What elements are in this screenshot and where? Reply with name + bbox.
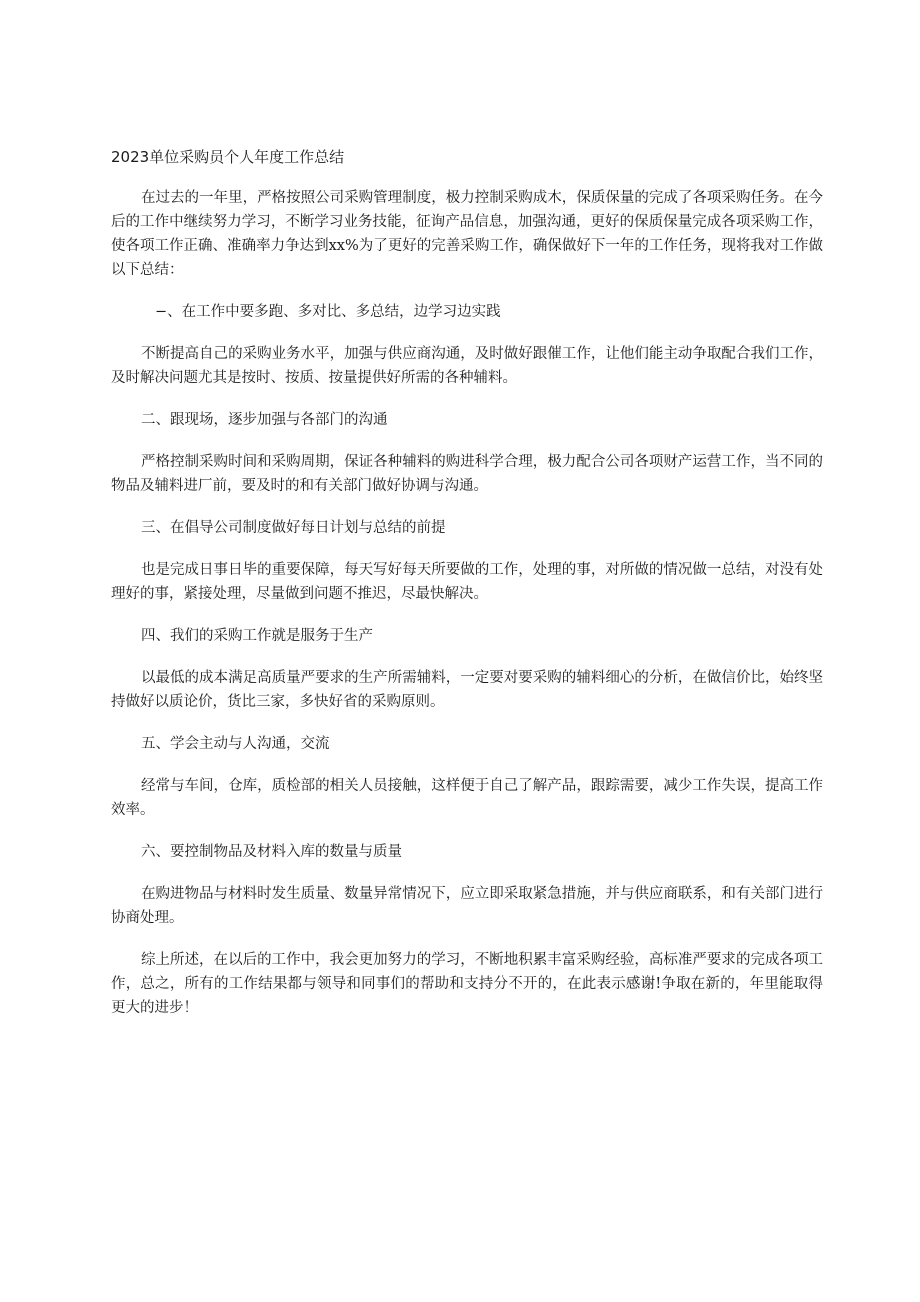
document-body	[111, 146, 823, 1038]
section-body-6: 在购进物品与材料时发生质量、数量异常情况下，应立即采取紧急措施，并与供应商联系，和有关部门进行协商处理。	[111, 886, 823, 926]
section-body-3: 也是完成日事日毕的重要保障，每天写好每天所要做的工作，处理的事，对所做的情况做一总结，对没有处理好的事，紧接处理，尽量做到问题不推迟，尽最快解决。	[111, 562, 823, 602]
section-heading-2: 二、跟现场，逐步加强与各部门的沟通	[141, 412, 388, 428]
intro-paragraph: 在过去的一年里，严格按照公司采购管理制度，极力控制采购成木，保质保量的完成了各项采购任务。在今后的工作中继续努力学习，不断学习业务技能，征询产品信息，加强沟通，更好的保质保量完成各项采购工作，使各项工作正确、准确率力争达到xx%为了更好的完善采购工作，确保做好下一年的工作任务，现将我对工作做以下总结：	[111, 190, 823, 278]
section-body-1: 不断提高自己的采购业务水平，加强与供应商沟通，及时做好跟催工作，让他们能主动争取配合我们工作，及时解决问题尤其是按时、按质、按量提供好所需的各种辅料。	[111, 346, 823, 386]
section-heading-3: 三、在倡导公司制度做好每日计划与总结的前提	[141, 520, 446, 536]
section-body-5: 经常与车间，仓库，质检部的相关人员接触，这样便于自己了解产品，跟踪需要，减少工作失误，提高工作效率。	[111, 778, 823, 818]
section-heading-1: −、在工作中要多跑、多对比、多总结，边学习边实践	[155, 304, 501, 320]
section-body-2: 严格控制采购时间和采购周期，保证各种辅料的购进科学合理，极力配合公司各项财产运营工作，当不同的物品及辅料进厂前，要及时的和有关部门做好协调与沟通。	[111, 454, 823, 494]
section-body-4: 以最低的成本满足高质量严要求的生产所需辅料，一定要对要采购的辅料细心的分析，在做信价比，始终坚持做好以质论价，货比三家，多快好省的采购原则。	[111, 670, 823, 710]
section-heading-4: 四、我们的采购工作就是服务于生产	[141, 628, 373, 644]
conclusion-paragraph: 综上所述，在以后的工作中，我会更加努力的学习，不断地积累丰富采购经验，高标准严要求的完成各项工作，总之，所有的工作结果都与领导和同事们的帮助和支持分不开的，在此表示感谢!争取在新的，年里能取得更大的进步！	[111, 952, 823, 1016]
section-heading-5: 五、学会主动与人沟通，交流	[141, 736, 330, 752]
document-title: 2023单位采购员个人年度工作总结	[111, 148, 345, 166]
section-heading-6: 六、要控制物品及材料入库的数量与质量	[141, 844, 402, 860]
